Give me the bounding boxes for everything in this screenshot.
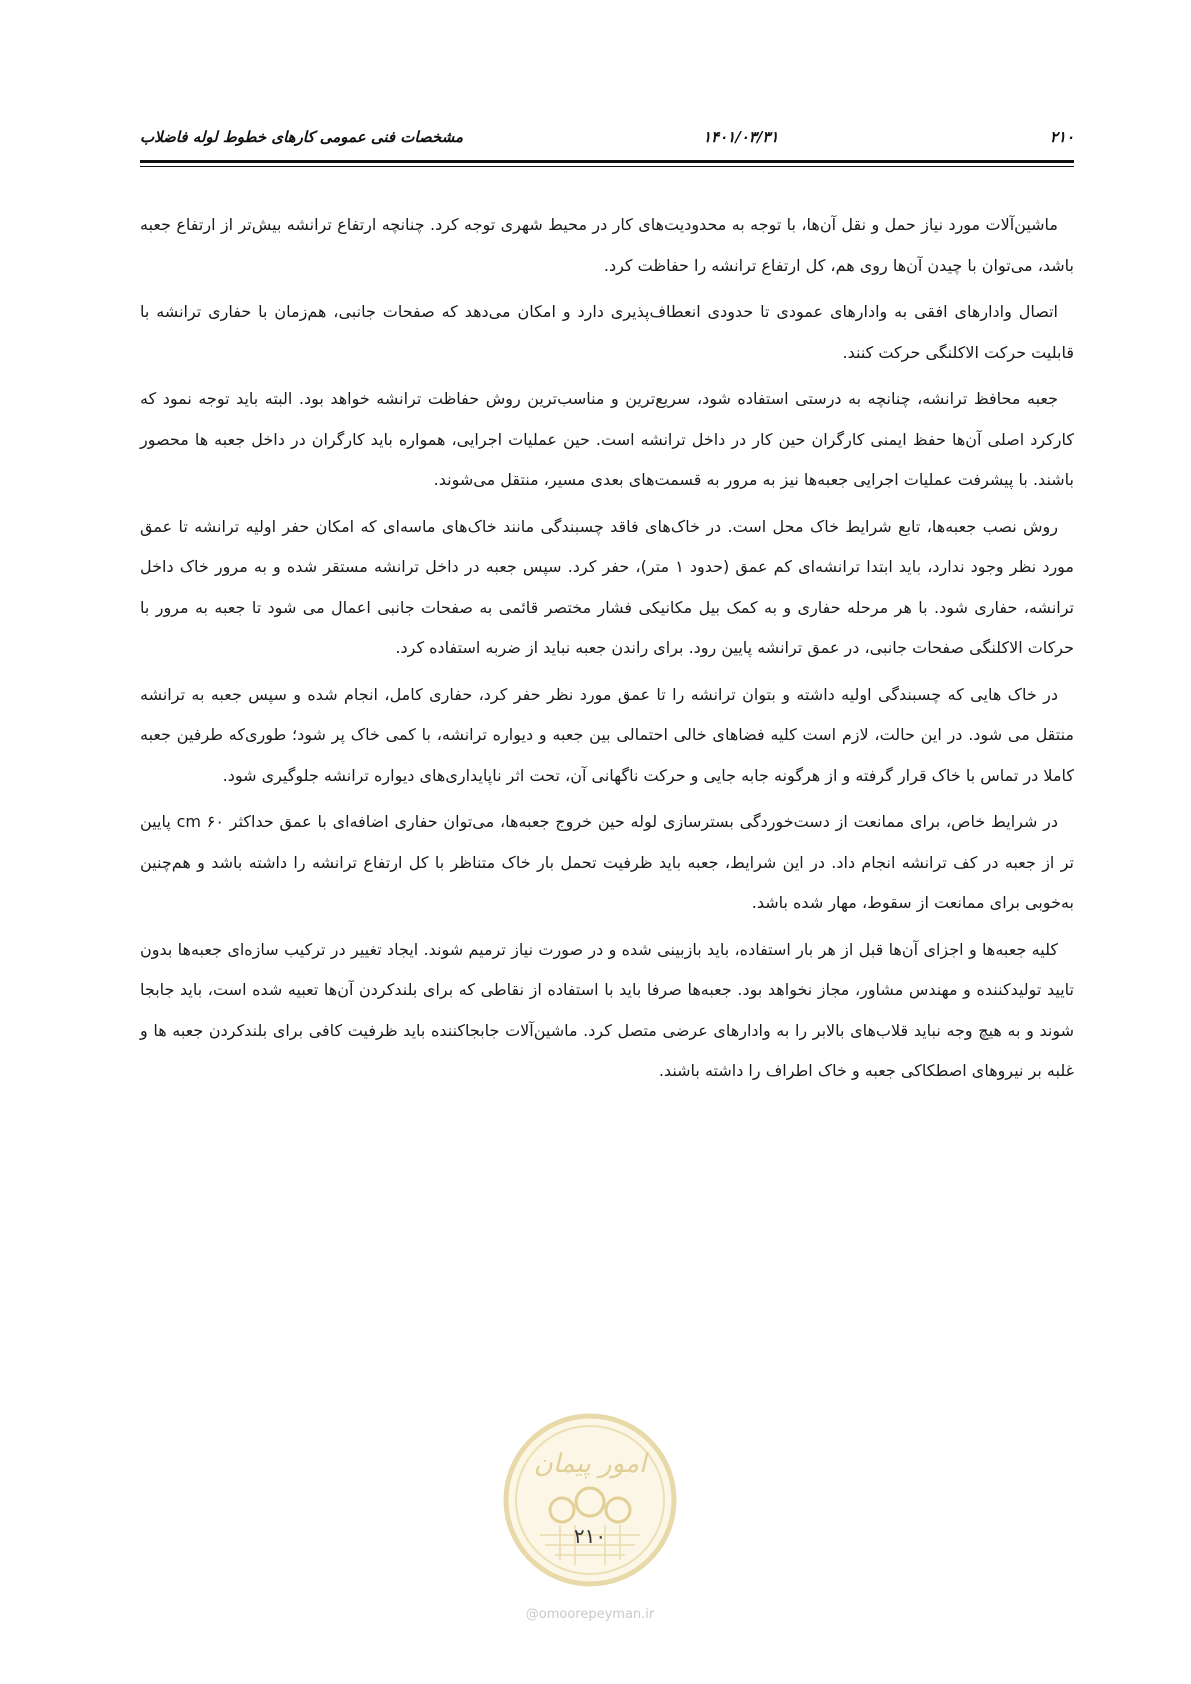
watermark-seal-logo (500, 1410, 680, 1590)
page-header (140, 128, 1074, 152)
paragraph: ماشین‌آلات مورد نیاز حمل و نقل آن‌ها، با توجه به محدودیت‌های کار در محیط شهری توجه کرد. چنانچه ارتفاع ترانشه بیش‌تر از ارتفاع جعبه باشد، می‌توان با چیدن آن‌ها روی هم، کل ارتفاع ترانشه را حفاظت کرد. (140, 215, 1074, 275)
paragraph: در شرایط خاص، برای ممانعت از دست‌خوردگی بسترسازی لوله حین خروج جعبه‌ها، می‌توان حفاری اضافه‌ای با عمق حداکثر ۶۰ cm پایین تر از جعبه در کف ترانشه انجام داد. در این شرایط، جعبه باید ظرفیت تحمل بار خاک متناظر با کل ارتفاع ترانشه را داشته باشد و هم‌چنین به‌خوبی برای ممانعت از سقوط، مهار شده باشد. (140, 812, 1074, 912)
paragraph: اتصال وادارهای افقی به وادارهای عمودی تا حدودی انعطاف‌پذیری دارد و امکان می‌دهد که صفحات جانبی، هم‌زمان با حفاری ترانشه با قابلیت حرکت الاکلنگی حرکت کنند. (140, 302, 1074, 362)
body-text (140, 205, 1074, 1098)
paragraph: کلیه جعبه‌ها و اجزای آن‌ها قبل از هر بار استفاده، باید بازبینی شده و در صورت نیاز ترمیم شوند. ایجاد تغییر در ترکیب سازه‌ای جعبه‌ها بدون تایید تولیدکننده و مهندس مشاور، مجاز نخواهد بود. جعبه‌ها صرفا باید با استفاده از نقاطی که برای بلندکردن آن‌ها تعبیه شده است، باید جابجا شوند و به هیچ وجه نباید قلاب‌های بالابر را به وادارهای عرضی متصل کرد. ماشین‌آلات جابجاکننده باید ظرفیت کافی برای بلندکردن جعبه ها و غلبه بر نیروهای اصطکاکی جعبه و خاک اطراف را داشته باشند. (140, 939, 1074, 1080)
header-rule-thick (140, 160, 1074, 163)
header-rule-thin (140, 166, 1074, 167)
footer-page-number: ۲۱۰ (573, 1524, 607, 1548)
svg-text:امور پیمان: امور پیمان (533, 1449, 647, 1479)
header-date: ۱۴۰۱/۰۳/۳۱ (703, 128, 779, 146)
paragraph: جعبه محافظ ترانشه، چنانچه به درستی استفاده شود، سریع‌ترین و مناسب‌ترین روش حفاظت ترانشه خواهد بود. البته باید توجه نمود که کارکرد اصلی آن‌ها حفظ ایمنی کارگران حین کار در داخل ترانشه است. حین عملیات اجرایی، همواره باید کارگران در داخل جعبه ها محصور باشند. با پیشرفت عملیات اجرایی جعبه‌ها نیز به مرور به قسمت‌های بعدی مسیر، منتقل می‌شوند. (140, 389, 1074, 489)
paragraph: روش نصب جعبه‌ها، تابع شرایط خاک محل است. در خاک‌های فاقد چسبندگی مانند خاک‌های ماسه‌ای که امکان حفر اولیه ترانشه تا عمق مورد نظر وجود ندارد، باید ابتدا ترانشه‌ای کم عمق (حدود ۱ متر)، حفر کرد. سپس جعبه در داخل ترانشه مستقر شده و به مرور خاک داخل ترانشه، حفاری شود. با هر مرحله حفاری و به کمک بیل مکانیکی فشار مختصر قائمی به صفحات جانبی اعمال می شود تا جعبه به مرور با حرکات الاکلنگی صفحات جانبی، در عمق ترانشه پایین رود. برای راندن جعبه نباید از ضربه استفاده کرد. (140, 516, 1075, 657)
header-page-number: ۲۱۰ (1049, 128, 1074, 146)
footer-website: @omoorepeyman.ir (525, 1607, 655, 1622)
paragraph: در خاک هایی که چسبندگی اولیه داشته و بتوان ترانشه را تا عمق مورد نظر حفر کرد، حفاری کامل، انجام شده و سپس جعبه به ترانشه منتقل می شود. در این حالت، لازم است کلیه فضاهای خالی احتمالی بین جعبه و دیواره ترانشه، با کمی خاک پر شود؛ طوری‌که طرفین جعبه کاملا در تماس با خاک قرار گرفته و از هرگونه جابه جایی و حرکت ناگهانی آن، تحت اثر ناپایداری‌های دیواره ترانشه جلوگیری شود. (140, 684, 1074, 785)
header-title: مشخصات فنی عمومی کارهای خطوط لوله فاضلاب (140, 128, 464, 146)
